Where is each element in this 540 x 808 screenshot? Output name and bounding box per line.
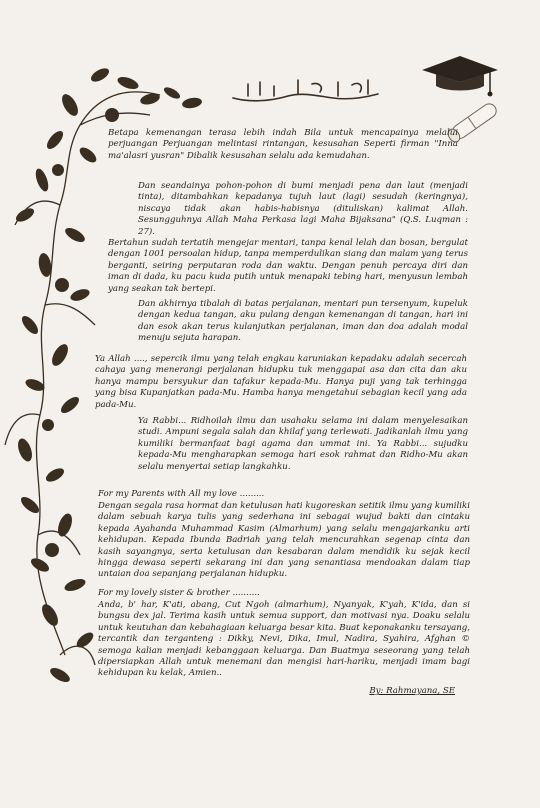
- journey-end-paragraph: Dan akhirnya tibalah di batas perjalanan, mentari pun tersenyum, kupeluk dengan kedua tangan, aku pulang dengan kemenangan di tangan, hari ini dan esok akan terus kulanjutkan perjalanan, iman dan doa adalah modal menuju sejuta harapan.: [138, 299, 468, 344]
- siblings-paragraph: Anda, b' har, K'ati, abang, Cut Ngoh (almarhum), Nyanyak, K'yah, K'ida, dan si bungsu dex jal. Terima kasih untuk semua support, dan motivasi nya. Doaku selalu untuk keutuhan dan kebahagiaan keluarga besar kita. Buat keponakanku tersayang, tercantik dan terganteng : Dikky, Nevi, Dika, Imul, Nadira, Syahira, Afghan © semoga kalian menjadi kebanggaan keluarga. Dan Buatmya seseorang yang telah dipersiapkan Allah untuk menemani dan mengisi hari-hariku, menjadi imam bagi kehidupan ku kelak, Amien..: [98, 600, 470, 679]
- prayer-paragraph: Ya Allah ...., sepercik ilmu yang telah engkau karuniakan kepadaku adalah secercah cahaya yang menerangi perjalanan hidupku tuk menggapai asa dan cita dan aku hanya mampu bersyukur dan tafakur kepada-Mu. Hanya puji yang tak terhingga yang bisa Kupanjatkan pada-Mu. Hamba hanya mengetahui sebagian kecil yang ada pada-Mu.: [95, 354, 467, 410]
- author-signature: By: Rahmayana, SE: [369, 686, 455, 696]
- siblings-heading: For my lovely sister & brother ..........: [98, 588, 260, 598]
- parents-heading: For my Parents with All my love .........: [98, 489, 265, 499]
- prayer-indented-paragraph: Ya Rabbi... Ridhoilah ilmu dan usahaku selama ini dalam menyelesaikan studi. Ampuni segala salah dan khilaf yang terlewati. Jadikanlah ilmu yang kumiliki bermanfaat bagi agama dan ummat ini. Ya Rabbi... sujudku kepada-Mu mengharapkan semoga hari esok rahmat dan Ridho-Mu akan selalu menyertai setiap langkahku.: [138, 416, 468, 472]
- basmalah-calligraphy: [228, 76, 383, 106]
- struggle-paragraph: Bertahun sudah tertatih mengejar mentari, tanpa kenal lelah dan bosan, bergulat dengan 1001 persoalan hidup, tanpa memperdulikan siang dan malam yang terus berganti, seiring perputaran roda dan waktu. Dengan penuh percaya diri dan iman di dada, ku pacu kuda putih untuk menapaki tebing hari, menyusun lembah yang seakan tak bertepi.: [108, 238, 468, 294]
- quran-quote-luqman: Dan seandainya pohon-pohon di bumi menjadi pena dan laut (menjadi tinta), ditambahkan kepadanya tujuh laut (lagi) sesudah (keringnya), niscaya tidak akan habis-habisnya (dituliskan) kalimat Allah. Sesungguhnya Allah Maha Perkasa lagi Maha Bijaksana" (Q.S. Luqman : 27).: [138, 181, 468, 237]
- opening-paragraph: Betapa kemenangan terasa lebih indah Bila untuk mencapainya melalui perjuangan Perjuangan melintasi rintangan, kesusahan Seperti firman "Inna ma'alasri yusran" Dibalik kesusahan selalu ada kemudahan.: [108, 128, 458, 161]
- parents-paragraph: Dengan segala rasa hormat dan ketulusan hati kugoreskan setitik ilmu yang kumiliki dalam sebuah karya tulis yang sederhana ini sebagai wujud bakti dan cintaku kepada Ayahanda Muhammad Kasim (Almarhum) yang selalu mengajarkanku arti kehidupan. Kepada Ibunda Badriah yang telah mencurahkan segenap cinta dan kasih sayangnya, serta ketulusan dan kesabaran dalam mendidik ku sejak kecil hingga dewasa seperti sekarang ini dan yang senantiasa mendoakan dalam tiap untaian doa sepanjang perjalanan hidupku.: [98, 501, 470, 580]
